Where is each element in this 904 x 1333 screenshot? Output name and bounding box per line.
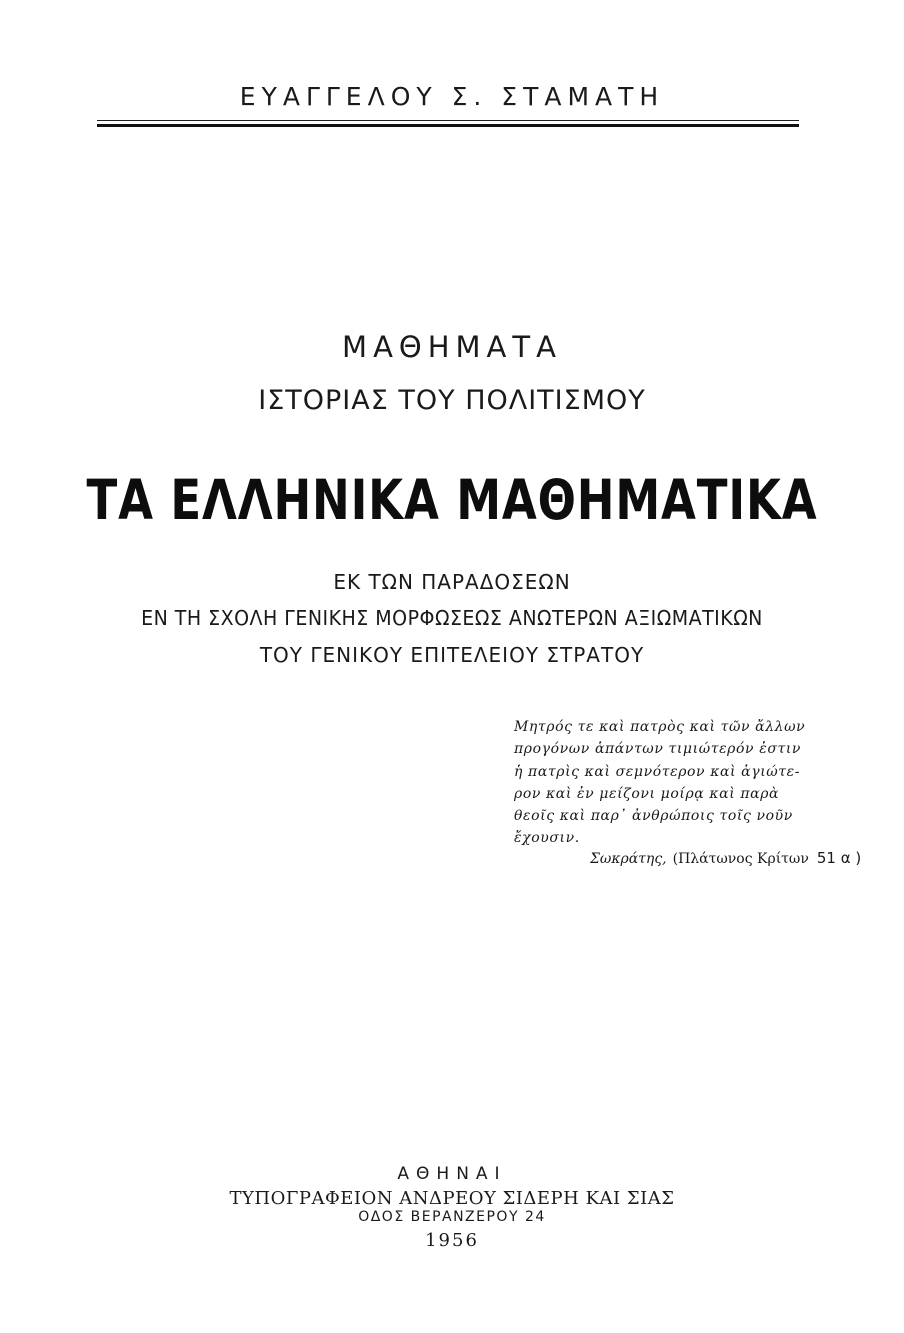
lectures-note-line-1: ΕΚ ΤΩΝ ΠΑΡΑΔΟΣΕΩΝ [333, 570, 571, 594]
author-name: ΕΥΑΓΓΕΛΟΥ Σ. ΣΤΑΜΑΤΗ [239, 82, 665, 111]
epigraph-line: ἔχουσιν. [514, 830, 580, 847]
epigraph-line: προγόνων ἁπάντων τιμιώτερόν ἐστιν [514, 741, 802, 758]
attribution-number: 51 α ) [816, 849, 862, 867]
imprint-printer: ΤΥΠΟΓΡΑΦΕΙΟΝ ΑΝΔΡΕΟΥ ΣΙΔΕΡΗ ΚΑΙ ΣΙΑΣ [229, 1188, 675, 1209]
imprint-street: ΟΔΟΣ ΒΕΡΑΝΖΕΡΟΥ 24 [358, 1209, 546, 1225]
epigraph-line: θεοῖς καὶ παρ᾽ ἀνθρώποις τοῖς νοῦν [514, 808, 793, 825]
epigraph-line: ρον καὶ ἐν μείζονι μοίρᾳ καὶ παρὰ [514, 785, 780, 802]
header-rule-thin [97, 120, 799, 121]
series-subtitle: ΙΣΤΟΡΙΑΣ ΤΟΥ ΠΟΛΙΤΙΣΜΟΥ [258, 385, 646, 416]
lectures-note-line-3: ΤΟΥ ΓΕΝΙΚΟΥ ΕΠΙΤΕΛΕΙΟΥ ΣΤΡΑΤΟΥ [259, 643, 645, 667]
lectures-note-line-2: ΕΝ ΤΗ ΣΧΟΛΗ ΓΕΝΙΚΗΣ ΜΟΡΦΩΣΕΩΣ ΑΝΩΤΕΡΩΝ ΑΞΙΩΜΑΤΙΚΩΝ [141, 606, 763, 630]
header-rule-thick [97, 124, 799, 127]
epigraph-attribution [590, 849, 861, 867]
attribution-reference: (Πλάτωνος Κρίτων [672, 851, 809, 867]
imprint-city: ΑΘΗΝΑΙ [397, 1164, 507, 1184]
series-title: ΜΑΘΗΜΑΤΑ [342, 330, 562, 364]
epigraph-line: ἡ πατρὶς καὶ σεμνότερον καὶ ἁγιώτε- [514, 763, 801, 780]
epigraph-line: Μητρός τε καὶ πατρὸς καὶ τῶν ἄλλων [514, 719, 806, 735]
main-title: ΤΑ ΕΛΛΗΝΙΚΑ ΜΑΘΗΜΑΤΙΚΑ [86, 468, 818, 532]
imprint-year: 1956 [425, 1230, 479, 1251]
epigraph [514, 716, 874, 850]
attribution-name: Σωκράτης, [590, 851, 667, 867]
